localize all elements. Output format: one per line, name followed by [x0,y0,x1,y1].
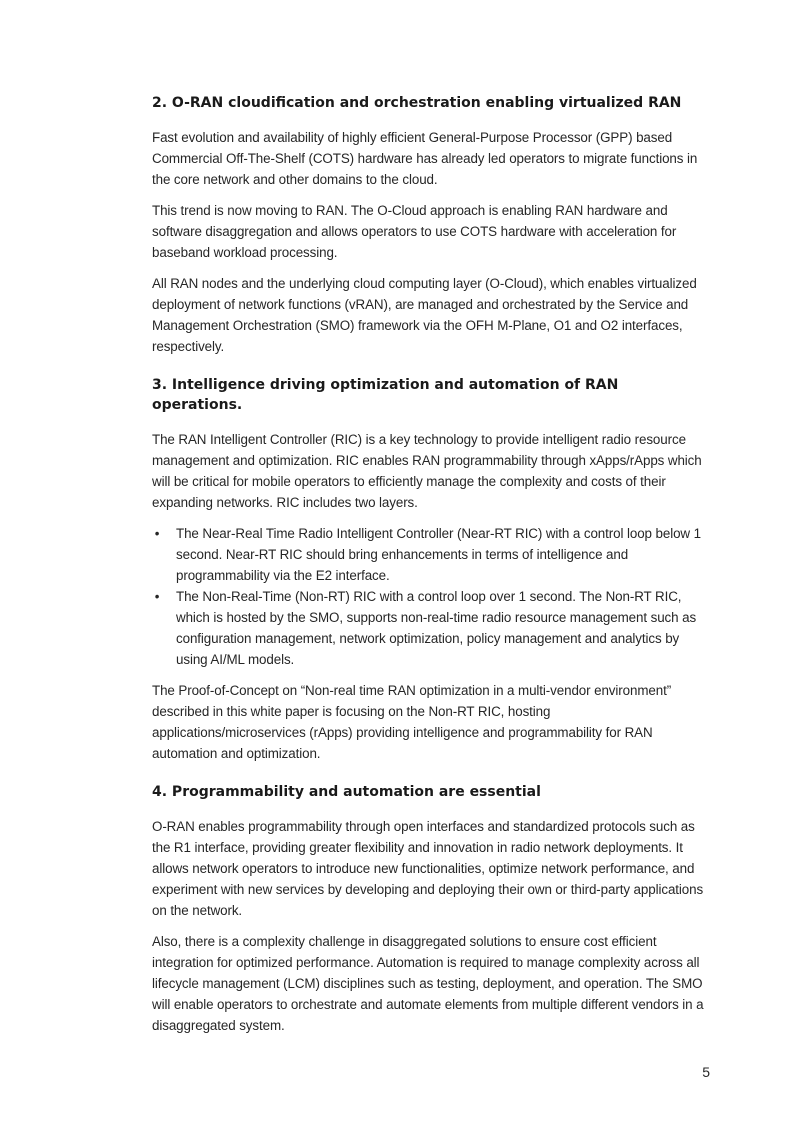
page-number: 5 [702,1064,710,1080]
paragraph: All RAN nodes and the underlying cloud computing layer (O-Cloud), which enables virtualized deployment of network functions (vRAN), are managed and orchestrated by the Service and Management Orchestration (SMO) framework via the OFH M-Plane, O1 and O2 interfaces, respectively. [152,276,697,354]
paragraph: This trend is now moving to RAN. The O-Cloud approach is enabling RAN hardware and software disaggregation and allows operators to use COTS hardware with acceleration for baseband workload processing. [152,203,677,260]
section-heading: 2. O-RAN cloudification and orchestration enabling virtualized RAN [152,95,682,111]
section-intelligence [152,375,704,764]
section-heading: 4. Programmability and automation are essential [152,784,541,800]
section-heading: 3. Intelligence driving optimization and automation of RAN operations. [152,377,619,413]
bullet-icon: • [154,589,160,604]
bullet-list [152,523,704,670]
paragraph: O-RAN enables programmability through open interfaces and standardized protocols such as the R1 interface, providing greater flexibility and innovation in radio network deployments. It allows network operators to introduce new functionalities, optimize network performance, and experiment with new services by developing and deploying their own or third-party applications on the network. [152,819,704,918]
paragraph: The Proof-of-Concept on “Non-real time RAN optimization in a multi-vendor environment” described in this white paper is focusing on the Non-RT RIC, hosting applications/microservices (rApps) providing intelligence and programmability for RAN automation and optimization. [152,683,672,761]
list-item [152,523,704,586]
paragraph: Also, there is a complexity challenge in disaggregated solutions to ensure cost efficient integration for optimized performance. Automation is required to manage complexity across all lifecycle management (LCM) disciplines such as testing, deployment, and operation. The SMO will enable operators to orchestrate and automate elements from multiple different vendors in a disaggregated system. [152,934,704,1033]
paragraph: The RAN Intelligent Controller (RIC) is a key technology to provide intelligent radio resource management and optimization. RIC enables RAN programmability through xApps/rApps which will be critical for mobile operators to efficiently manage the complexity and costs of their expanding networks. RIC includes two layers. [152,432,702,510]
section-programmability [152,782,704,1036]
list-item [152,586,704,670]
section-cloudification [152,93,704,357]
page-content [152,93,704,1054]
paragraph: Fast evolution and availability of highly efficient General-Purpose Processor (GPP) based Commercial Off-The-Shelf (COTS) hardware has already led operators to migrate functions in the core network and other domains to the cloud. [152,130,698,187]
bullet-icon: • [154,526,160,541]
list-item-text: The Near-Real Time Radio Intelligent Controller (Near-RT RIC) with a control loop below 1 second. Near-RT RIC should bring enhancements in terms of intelligence and programmability via the E2 interface. [176,526,701,583]
list-item-text: The Non-Real-Time (Non-RT) RIC with a control loop over 1 second. The Non-RT RIC, which is hosted by the SMO, supports non-real-time radio resource management such as configuration management, network optimization, policy management and analytics by using AI/ML models. [176,589,697,667]
